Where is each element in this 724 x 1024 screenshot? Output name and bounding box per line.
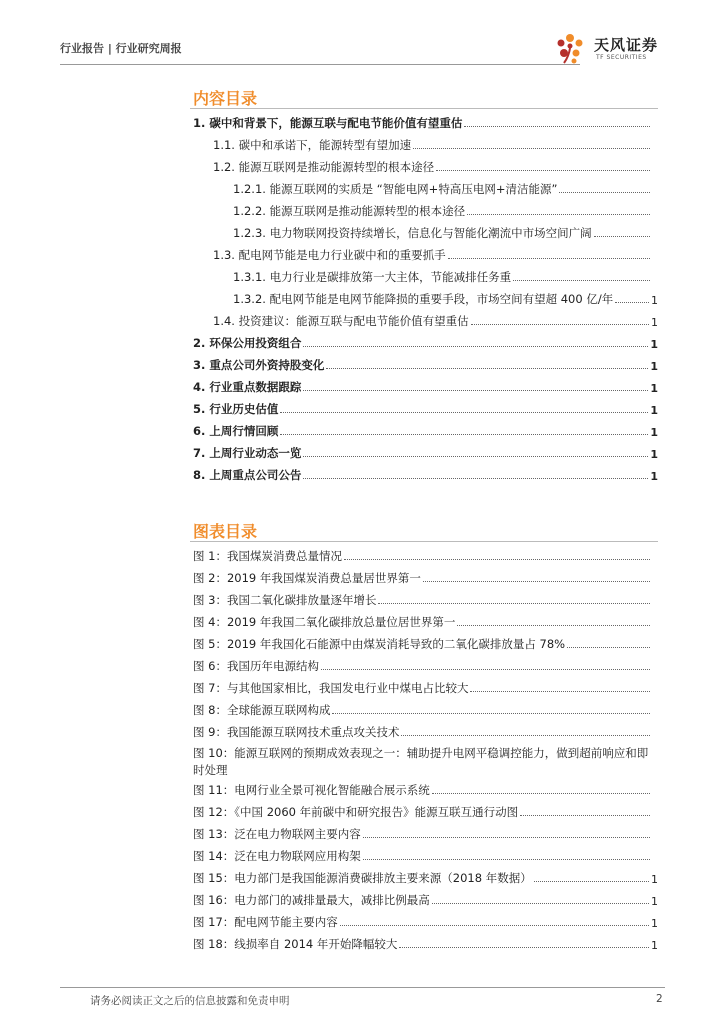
toc-entry-page: 1 — [650, 448, 658, 461]
figure-entry[interactable] — [193, 800, 658, 820]
figure-entry[interactable] — [193, 698, 658, 718]
figure-entry-text: 图 10：能源互联网的预期成效表现之一：辅助提升电网平稳调控能力，做到超前响应和即时处理 — [193, 746, 649, 777]
toc-entry-text: 1. 碳中和背景下，能源互联与配电节能价值有望重估 — [193, 116, 463, 130]
figure-entry-text: 图 2：2019 年我国煤炭消费总量居世界第一 — [193, 571, 421, 585]
dot-leader — [303, 478, 648, 479]
toc-entry-page: 1 — [651, 316, 658, 329]
figure-entry[interactable] — [193, 844, 658, 864]
toc-entry-text: 1.2.1. 能源互联网的实质是 “智能电网+特高压电网+清洁能源” — [233, 182, 558, 196]
figure-entry-text: 图 12：《中国 2060 年前碳中和研究报告》能源互联互通行动图 — [193, 805, 519, 819]
page-number: 2 — [656, 993, 663, 1005]
toc-entry-page: 1 — [651, 294, 658, 307]
figure-entry-text: 图 13：泛在电力物联网主要内容 — [193, 827, 361, 841]
dot-leader — [467, 214, 650, 215]
figure-entry-text: 图 3：我国二氧化碳排放量逐年增长 — [193, 593, 377, 607]
toc-entry[interactable] — [193, 111, 658, 131]
toc-entry[interactable] — [213, 243, 658, 263]
figure-entry[interactable] — [193, 778, 658, 798]
figure-entry[interactable] — [193, 910, 658, 930]
dot-leader — [470, 691, 650, 692]
figure-entry[interactable] — [193, 720, 658, 740]
toc-entry[interactable] — [233, 199, 658, 219]
logo-chinese-name: 天风证券 — [594, 36, 659, 54]
figure-entry-text: 图 5：2019 年我国化石能源中由煤炭消耗导致的二氧化碳排放量占 78% — [193, 637, 566, 651]
figure-entry[interactable] — [193, 822, 658, 842]
dot-leader — [280, 412, 648, 413]
figure-entry-text: 图 17：配电网节能主要内容 — [193, 915, 338, 929]
figure-entry-text: 图 7：与其他国家相比，我国发电行业中煤电占比较大 — [193, 681, 469, 695]
toc-entry[interactable] — [193, 463, 658, 483]
figure-entry[interactable] — [193, 632, 658, 652]
figure-entry[interactable] — [193, 588, 658, 608]
dot-leader — [321, 669, 650, 670]
dot-leader — [464, 126, 650, 127]
dot-leader — [363, 837, 650, 838]
dot-leader — [615, 302, 649, 303]
toc-entry-page: 1 — [650, 338, 658, 351]
dot-leader — [471, 324, 649, 325]
toc-entry-text: 2. 环保公用投资组合 — [193, 336, 302, 350]
figure-entry-page: 1 — [651, 917, 658, 930]
dot-leader — [594, 236, 650, 237]
toc-entry[interactable] — [213, 133, 658, 153]
dot-leader — [363, 859, 650, 860]
figure-entry-text: 图 14：泛在电力物联网应用构架 — [193, 849, 361, 863]
toc-entry-text: 1.3. 配电网节能是电力行业碳中和的重要抓手 — [213, 248, 446, 262]
toc-entry[interactable] — [193, 441, 658, 461]
toc-entry-page: 1 — [650, 382, 658, 395]
toc-entry[interactable] — [233, 265, 658, 285]
toc-entry-text: 6. 上周行情回顾 — [193, 424, 279, 438]
toc-entry[interactable] — [193, 331, 658, 351]
logo-english-name: TF SECURITIES — [596, 54, 647, 61]
dot-leader — [457, 625, 650, 626]
toc-entry[interactable] — [193, 419, 658, 439]
figure-entry-page: 1 — [651, 939, 658, 952]
dot-leader — [280, 434, 648, 435]
toc-entry-page: 1 — [650, 360, 658, 373]
figure-entry-page: 1 — [651, 873, 658, 886]
page-header — [60, 30, 670, 70]
toc-entry-text: 3. 重点公司外资持股变化 — [193, 358, 325, 372]
dot-leader — [520, 815, 650, 816]
toc-entry[interactable] — [233, 287, 658, 307]
toc-entry-text: 1.2.2. 能源互联网是推动能源转型的根本途径 — [233, 204, 466, 218]
dot-leader — [326, 368, 648, 369]
dot-leader — [559, 192, 650, 193]
dot-leader — [378, 603, 650, 604]
dot-leader — [332, 713, 650, 714]
dot-leader — [399, 947, 649, 948]
dot-leader — [303, 346, 648, 347]
dot-leader — [340, 925, 649, 926]
dot-leader — [534, 881, 649, 882]
figure-entry-text: 图 18：线损率自 2014 年开始降幅较大 — [193, 937, 398, 951]
toc-entry-text: 1.2.3. 电力物联网投资持续增长，信息化与智能化潮流中市场空间广阔 — [233, 226, 592, 240]
figure-entry[interactable] — [193, 676, 658, 696]
figure-entry-text: 图 6：我国历年电源结构 — [193, 659, 319, 673]
figure-entry-text: 图 1：我国煤炭消费总量情况 — [193, 549, 342, 563]
toc-entry-text: 4. 行业重点数据跟踪 — [193, 380, 302, 394]
figure-entry-page: 1 — [651, 895, 658, 908]
figure-entry[interactable] — [193, 888, 658, 908]
figure-entry-text: 图 8：全球能源互联网构成 — [193, 703, 331, 717]
toc-entry-text: 1.2. 能源互联网是推动能源转型的根本途径 — [213, 160, 435, 174]
toc-title: 内容目录 — [193, 89, 258, 108]
toc-entry-page: 1 — [650, 426, 658, 439]
figure-entry-text: 图 16：电力部门的减排量最大，减排比例最高 — [193, 893, 430, 907]
figure-entry[interactable] — [193, 566, 658, 586]
toc-entry[interactable] — [193, 353, 658, 373]
figure-entry[interactable] — [193, 544, 658, 564]
figure-entry[interactable] — [193, 932, 658, 952]
figure-entry-text: 图 9：我国能源互联网技术重点攻关技术 — [193, 725, 400, 739]
toc-entry-page: 1 — [650, 470, 658, 483]
dot-leader — [413, 148, 650, 149]
header-divider — [60, 64, 580, 65]
brand-logo — [550, 30, 670, 66]
toc-entry[interactable] — [233, 177, 658, 197]
flower-logo-icon — [550, 30, 590, 66]
dot-leader — [432, 793, 650, 794]
dot-leader — [401, 735, 650, 736]
figures-title: 图表目录 — [193, 522, 258, 541]
dot-leader — [303, 456, 648, 457]
dot-leader — [448, 258, 650, 259]
toc-entry-text: 7. 上周行业动态一览 — [193, 446, 302, 460]
toc-entry-text: 1.1. 碳中和承诺下，能源转型有望加速 — [213, 138, 412, 152]
figure-entry-text: 图 11：电网行业全景可视化智能融合展示系统 — [193, 783, 430, 797]
dot-leader — [423, 581, 650, 582]
dot-leader — [344, 559, 650, 560]
toc-entry-page: 1 — [650, 404, 658, 417]
toc-entry-text: 1.4. 投资建议：能源互联与配电节能价值有望重估 — [213, 314, 469, 328]
figure-entry-text: 图 4：2019 年我国二氧化碳排放总量位居世界第一 — [193, 615, 456, 629]
figures-title-divider — [190, 541, 658, 542]
toc-entry[interactable] — [213, 155, 658, 175]
toc-entry-text: 8. 上周重点公司公告 — [193, 468, 302, 482]
toc-entry[interactable] — [193, 397, 658, 417]
toc-entry-text: 1.3.2. 配电网节能是电网节能降损的重要手段，市场空间有望超 400 亿/年 — [233, 292, 614, 306]
toc-entry-text: 1.3.1. 电力行业是碳排放第一大主体，节能减排任务重 — [233, 270, 512, 284]
toc-entry[interactable] — [213, 309, 658, 329]
dot-leader — [567, 647, 650, 648]
footer-disclaimer: 请务必阅读正文之后的信息披露和免责申明 — [90, 995, 290, 1007]
dot-leader — [513, 280, 650, 281]
toc-entry[interactable] — [193, 375, 658, 395]
toc-entry-text: 5. 行业历史估值 — [193, 402, 279, 416]
figure-entry[interactable] — [193, 745, 658, 779]
dot-leader — [436, 170, 650, 171]
figure-entry-text: 图 15：电力部门是我国能源消费碳排放主要来源（2018 年数据） — [193, 871, 532, 885]
toc-entry[interactable] — [233, 221, 658, 241]
dot-leader — [303, 390, 648, 391]
dot-leader — [432, 903, 649, 904]
toc-title-divider — [190, 108, 658, 109]
figure-entry[interactable] — [193, 610, 658, 630]
footer-divider — [60, 987, 665, 988]
figure-entry[interactable] — [193, 866, 658, 886]
figure-entry[interactable] — [193, 654, 658, 674]
header-title: 行业报告 | 行业研究周报 — [60, 42, 182, 55]
